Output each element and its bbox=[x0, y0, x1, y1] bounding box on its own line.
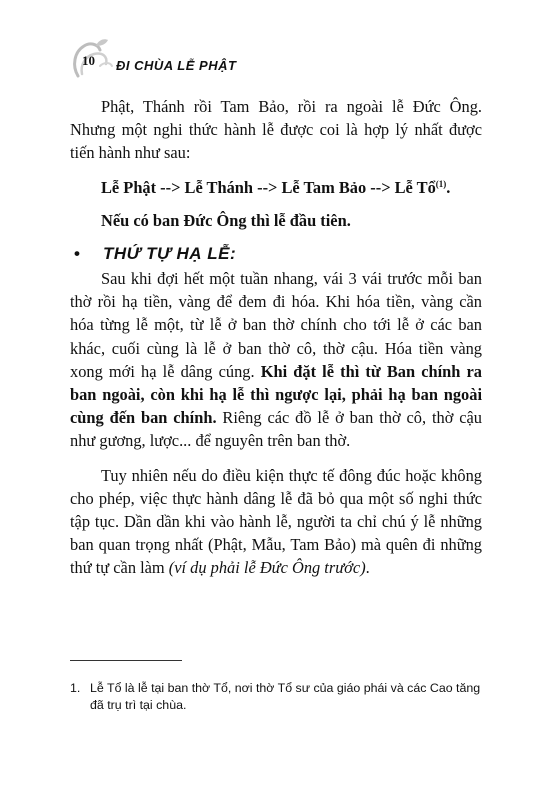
section-title: THỨ TỰ HẠ LỄ: bbox=[103, 244, 237, 264]
ritual-order-text: Lễ Phật --> Lễ Thánh --> Lễ Tam Bảo --> Lễ Tổ bbox=[101, 177, 436, 197]
paragraph-offering-bold: Khi đặt lễ thì từ Ban chính ra ban ngoài, còn khi hạ lễ thì ngược lại, phải hạ ban ngoài cùng đến ban chính. bbox=[70, 361, 482, 428]
footnote bbox=[70, 680, 482, 714]
bullet-icon: • bbox=[74, 244, 81, 264]
main-text bbox=[70, 95, 482, 580]
paragraph-intro: Phật, Thánh rồi Tam Bảo, rồi ra ngoài lễ Đức Ông. Nhưng một nghi thức hành lễ được coi là hợp lý nhất được tiến hành như sau: bbox=[70, 97, 482, 163]
duc-ong-note: Nếu có ban Đức Ông thì lễ đầu tiên. bbox=[101, 210, 351, 230]
ritual-order-end: . bbox=[446, 177, 451, 197]
paragraph-practice-text: Tuy nhiên nếu do điều kiện thực tế đông đúc hoặc không cho phép, việc thực hành dâng lễ đã bỏ qua một số nghi thức tập tục. Dần dần khi vào hành lễ, người ta chỉ chú ý lễ những ban quan trọng nhất (Phật, Mẫu, Tam Bảo) mà quên đi những thứ tự cần làm bbox=[70, 465, 482, 578]
paragraph-practice-end: . bbox=[365, 558, 370, 578]
paragraph-offering-text-2: Riêng các đồ lễ ở ban thờ cô, thờ cậu như gương, lược... để nguyên trên ban thờ. bbox=[70, 408, 482, 451]
paragraph-offering-order bbox=[70, 267, 482, 453]
page-header bbox=[70, 36, 370, 80]
paragraph-practice bbox=[70, 464, 482, 580]
running-title: ĐI CHÙA LỄ PHẬT bbox=[116, 58, 237, 73]
footnote-text: Lễ Tổ là lễ tại ban thờ Tổ, nơi thờ Tổ sư của giáo phái và các Cao tăng đã trụ trì tại chùa. bbox=[90, 681, 481, 712]
section-heading bbox=[70, 242, 482, 267]
footnote-number: 1. bbox=[70, 681, 81, 695]
footnote-reference[interactable]: (1) bbox=[435, 178, 447, 189]
page-number: 10 bbox=[82, 53, 95, 68]
ritual-order-line bbox=[70, 176, 482, 199]
paragraph-offering-text-1: Sau khi đợi hết một tuần nhang, vái 3 vái trước mỗi ban thờ rồi hạ tiền, vàng để đem đi hóa. Khi hóa tiền, vàng cần hóa từng lễ một, từ lễ ở ban thờ chính cho tới lễ ở các ban khác, cuối cùng là lễ ở ban thờ cô, thờ cậu. Hóa tiền vàng xong mới hạ lễ dâng cúng. bbox=[70, 269, 482, 381]
footnote-divider bbox=[70, 660, 182, 661]
paragraph-practice-italic: (ví dụ phải lễ Đức Ông trước) bbox=[168, 558, 366, 578]
